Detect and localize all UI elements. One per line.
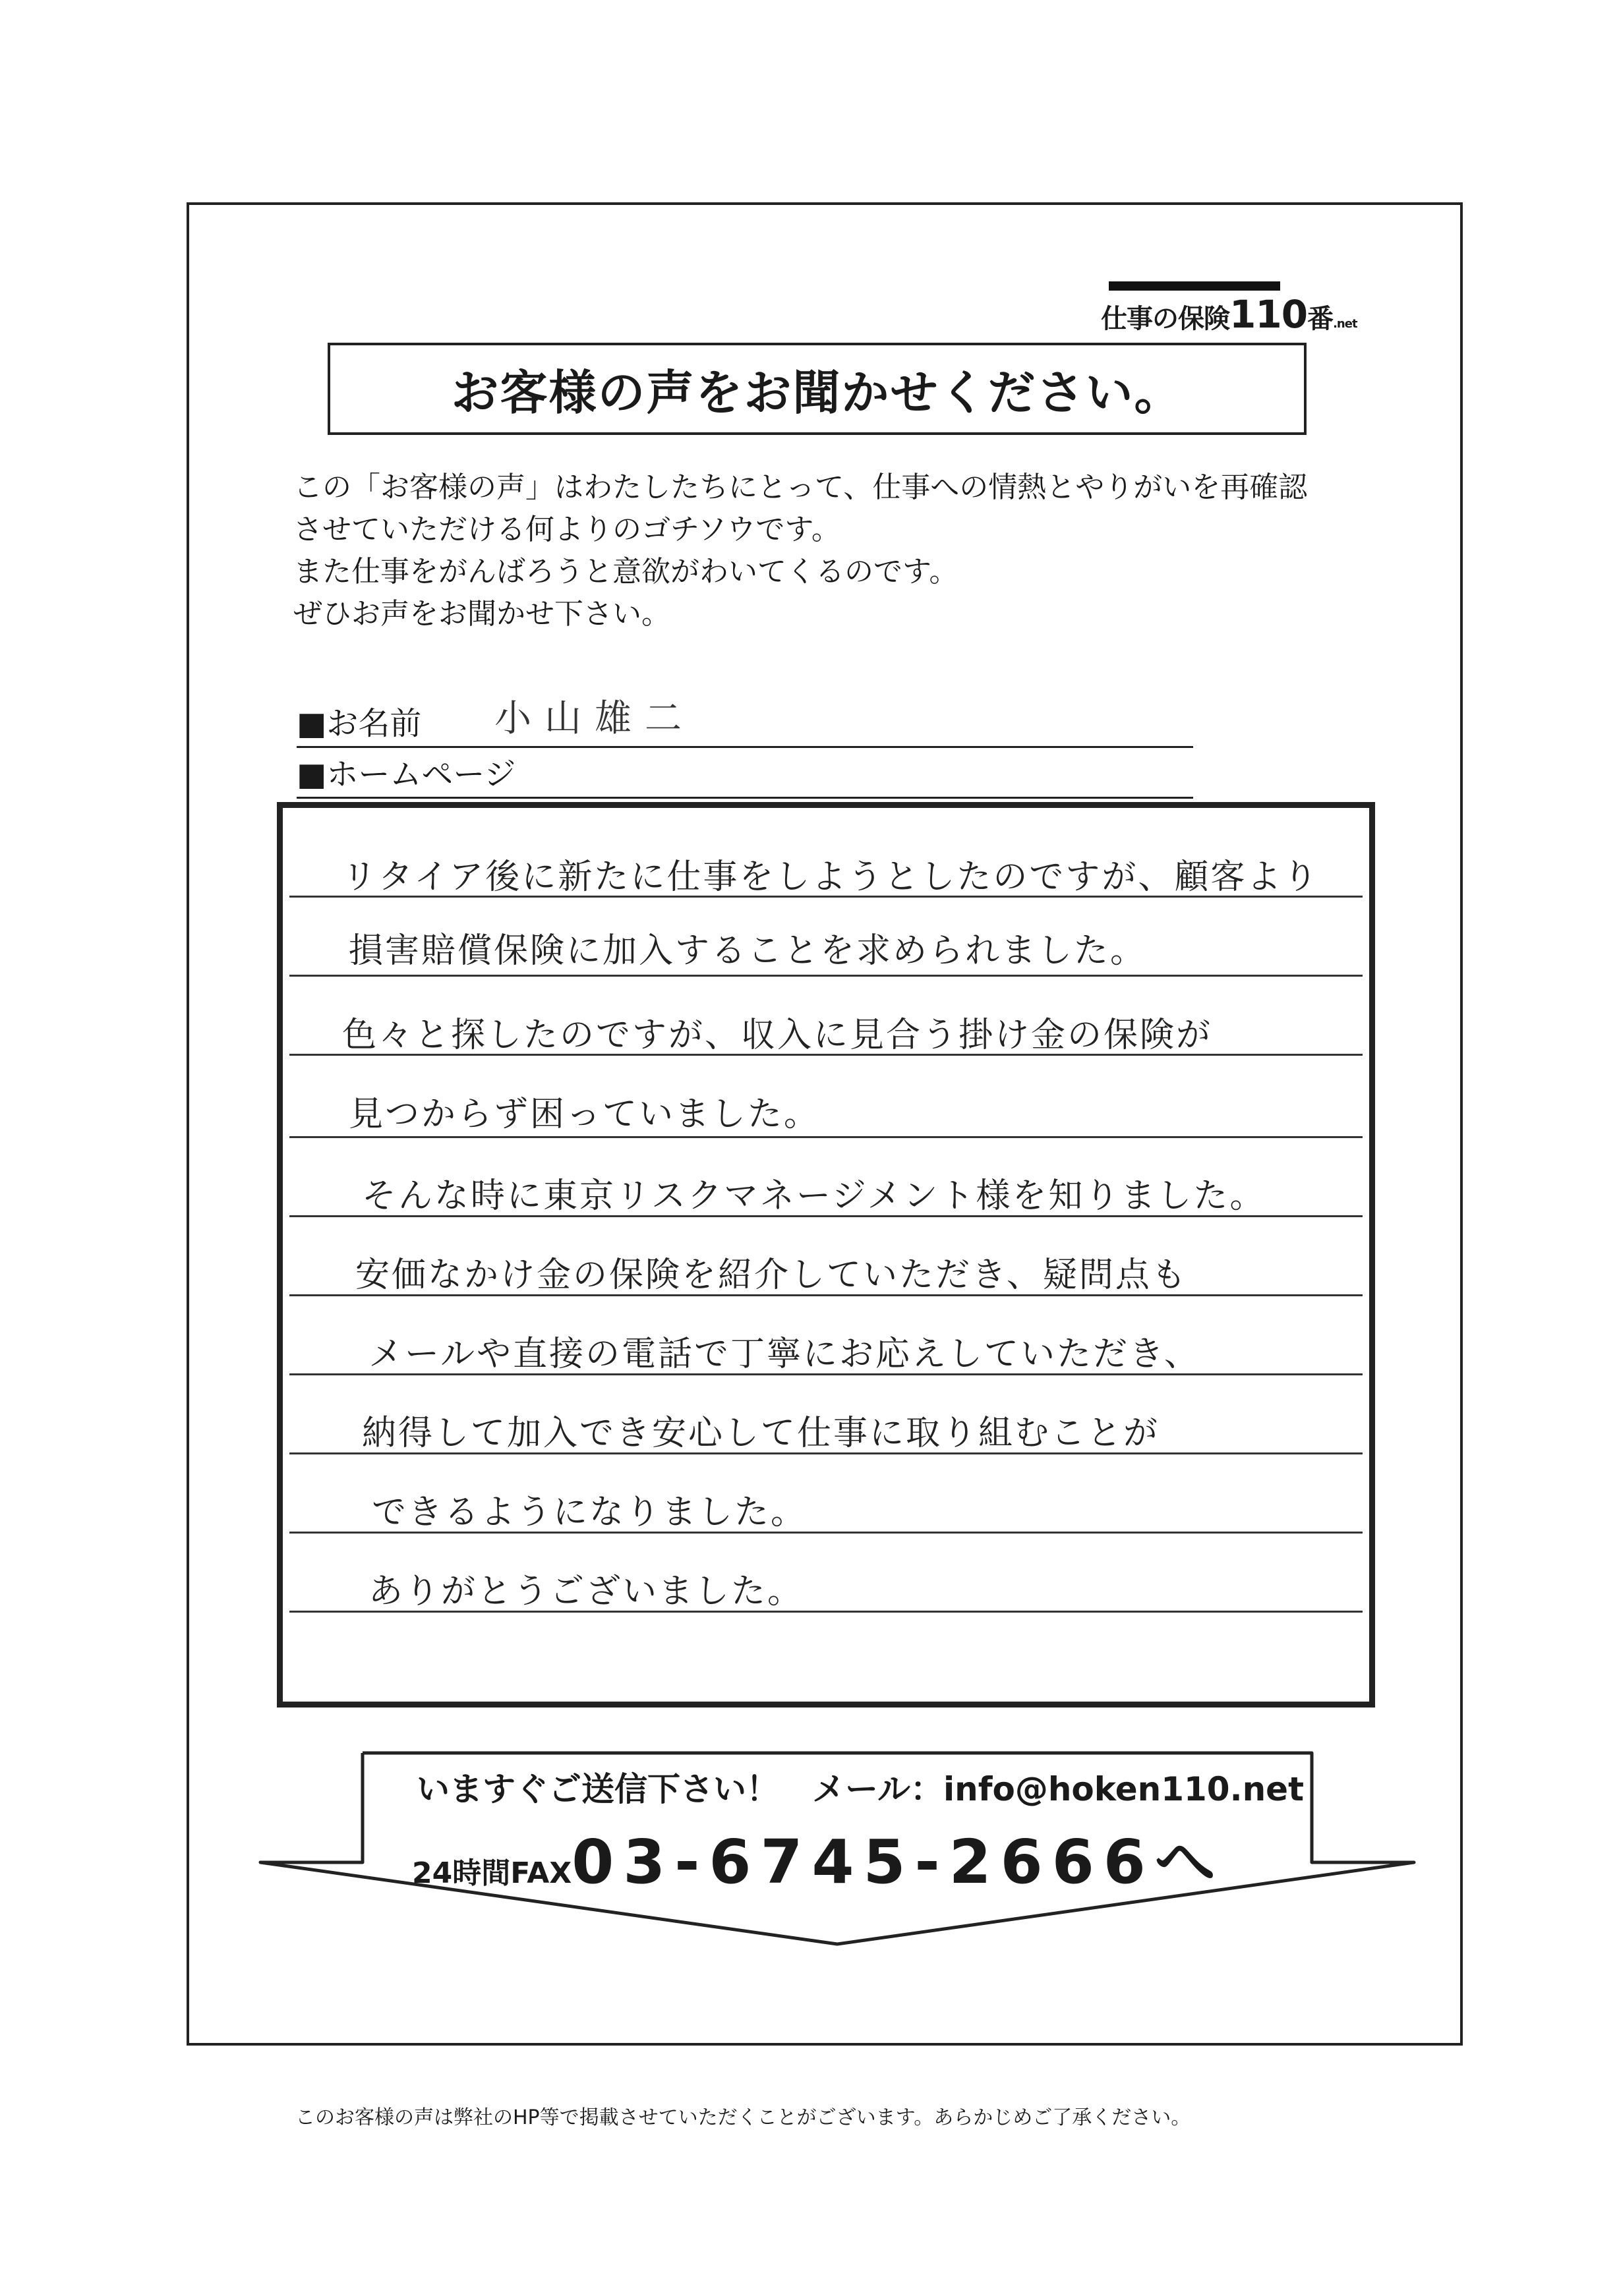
comment-line: リタイア後に新たに仕事をしようとしたのですが、顧客より [342, 857, 1320, 897]
fax-label: 24時間FAX [412, 1856, 572, 1890]
name-field [297, 697, 1193, 748]
intro-line: させていただける何よりのゴチソウです。 [293, 513, 840, 546]
footnote: このお客様の声は弊社のHP等で掲載させていただくことがございます。あらかじめご了承ください。 [295, 2106, 1191, 2129]
name-value: 小山雄二 [494, 697, 695, 740]
homepage-label: ■ホームページ [297, 756, 516, 793]
logo-name: 仕事の保険 [1101, 304, 1229, 334]
logo-text [1101, 292, 1357, 337]
homepage-field [297, 753, 1193, 799]
comment-line: 色々と探したのですが、収入に見合う掛け金の保険が [342, 1016, 1213, 1055]
ruled-line [289, 1136, 1363, 1138]
comment-box [277, 802, 1375, 1708]
page-title: お客様の声をお聞かせください。 [451, 365, 1183, 420]
comment-line: 損害賠償保険に加入することを求められました。 [349, 931, 1147, 971]
fax-suffix: へ [1154, 1827, 1225, 1897]
ruled-line [289, 975, 1363, 977]
comment-line: 安価なかけ金の保険を紹介していただき、疑問点も [355, 1255, 1188, 1295]
comment-line: ありがとうございました。 [368, 1572, 804, 1611]
company-logo [1101, 280, 1371, 336]
title-box [328, 343, 1307, 435]
comment-line: 納得して加入でき安心して仕事に取り組むことが [362, 1414, 1160, 1453]
logo-number: 110 [1229, 292, 1308, 337]
logo-suffix: 番 [1307, 304, 1334, 334]
comment-line: 見つからず困っていました。 [349, 1095, 821, 1134]
logo-tld: .net [1333, 317, 1357, 331]
fax-line [412, 1814, 1225, 1901]
logo-bar [1109, 281, 1280, 291]
name-label: ■お名前 [297, 705, 422, 742]
comment-line: メールや直接の電話で丁寧にお応えしていただき、 [368, 1335, 1200, 1374]
fax-number: 03-6745-2666 [572, 1827, 1155, 1897]
intro-line: この「お客様の声」はわたしたちにとって、仕事への情熱とやりがいを再確認 [293, 471, 1308, 504]
intro-text [293, 467, 1401, 635]
intro-line: また仕事をがんばろうと意欲がわいてくるのです。 [293, 555, 958, 588]
comment-line: そんな時に東京リスクマネージメント様を知りました。 [362, 1176, 1266, 1216]
comment-line: できるようになりました。 [372, 1493, 808, 1532]
intro-line: ぜひお声をお聞かせ下さい。 [293, 597, 670, 631]
cta-line: いますぐご送信下さい！ メール：info@hoken110.net [417, 1770, 1304, 1808]
